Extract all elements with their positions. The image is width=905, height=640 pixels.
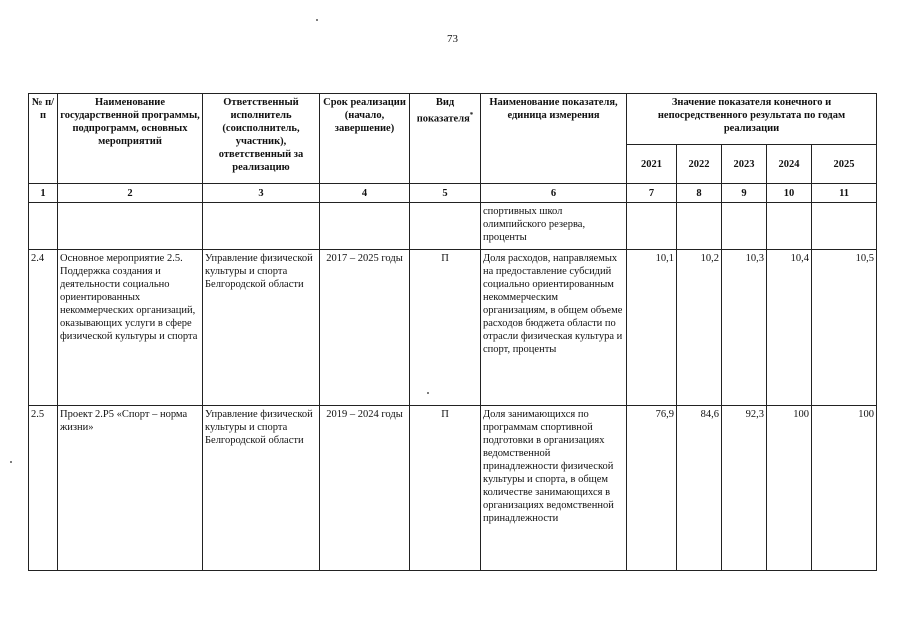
row-value: 10,3 (722, 250, 767, 406)
row-indicator-kind (410, 203, 481, 250)
column-number: 7 (627, 184, 677, 203)
header-year: 2024 (767, 145, 812, 184)
row-period: 2019 – 2024 годы (320, 406, 410, 571)
table-row (29, 203, 877, 250)
header-number: № п/п (29, 94, 58, 184)
row-value (812, 203, 877, 250)
row-value: 100 (812, 406, 877, 571)
column-number: 9 (722, 184, 767, 203)
row-executor (203, 203, 320, 250)
header-year: 2025 (812, 145, 877, 184)
row-value: 76,9 (627, 406, 677, 571)
header-period: Срок реализации (начало, завершение) (320, 94, 410, 184)
header-executor: Ответственный исполнитель (соисполнитель, участник), ответственный за реализацию (203, 94, 320, 184)
scan-speck (10, 461, 12, 463)
column-number: 2 (58, 184, 203, 203)
row-program-name (58, 203, 203, 250)
row-value: 84,6 (677, 406, 722, 571)
row-executor: Управление физической культуры и спорта Белгородской области (203, 406, 320, 571)
column-number: 4 (320, 184, 410, 203)
indicators-table (28, 93, 877, 571)
column-number: 8 (677, 184, 722, 203)
row-indicator-name: Доля расходов, направляемых на предоставление субсидий социально ориентированным некоммерческим организациям, в общем объеме расходов бюджета области по отрасли физическая культура и спорт, проценты (481, 250, 627, 406)
row-number: 2.4 (29, 250, 58, 406)
row-indicator-name: Доля занимающихся по программам спортивной подготовки в организациях ведомственной принадлежности физической культуры и спорта, в общем количестве занимающихся в организациях ведомственной принадлежности (481, 406, 627, 571)
column-numbers-row (29, 184, 877, 203)
row-period: 2017 – 2025 годы (320, 250, 410, 406)
header-row (29, 94, 877, 145)
page-number: 73 (447, 33, 458, 45)
column-number: 11 (812, 184, 877, 203)
row-executor: Управление физической культуры и спорта Белгородской области (203, 250, 320, 406)
column-number: 6 (481, 184, 627, 203)
header-values-group: Значение показателя конечного и непосредственного результата по годам реализации (627, 94, 877, 145)
header-program-name: Наименование государственной программы, подпрограмм, основных мероприятий (58, 94, 203, 184)
scan-speck (316, 19, 318, 21)
row-value: 10,1 (627, 250, 677, 406)
table-row (29, 250, 877, 406)
row-program-name: Основное мероприятие 2.5. Поддержка создания и деятельности социально ориентированных некоммерческих организаций, оказывающих услуги в сфере физической культуры и спорта (58, 250, 203, 406)
header-year: 2023 (722, 145, 767, 184)
row-indicator-kind: П (410, 250, 481, 406)
row-indicator-name: спортивных школ олимпийского резерва, проценты (481, 203, 627, 250)
row-indicator-kind: П (410, 406, 481, 571)
column-number: 5 (410, 184, 481, 203)
row-period (320, 203, 410, 250)
row-value: 10,4 (767, 250, 812, 406)
scan-speck (427, 392, 429, 394)
header-indicator-name: Наименование показателя, единица измерения (481, 94, 627, 184)
header-indicator-kind: Вид показателя* (410, 94, 481, 184)
row-value: 10,5 (812, 250, 877, 406)
column-number: 1 (29, 184, 58, 203)
row-value (767, 203, 812, 250)
row-number (29, 203, 58, 250)
column-number: 3 (203, 184, 320, 203)
column-number: 10 (767, 184, 812, 203)
row-program-name: Проект 2.Р5 «Спорт – норма жизни» (58, 406, 203, 571)
row-value (627, 203, 677, 250)
row-value: 10,2 (677, 250, 722, 406)
row-value: 92,3 (722, 406, 767, 571)
header-year: 2022 (677, 145, 722, 184)
row-value (722, 203, 767, 250)
header-year: 2021 (627, 145, 677, 184)
table-row (29, 406, 877, 571)
row-value: 100 (767, 406, 812, 571)
row-number: 2.5 (29, 406, 58, 571)
row-value (677, 203, 722, 250)
